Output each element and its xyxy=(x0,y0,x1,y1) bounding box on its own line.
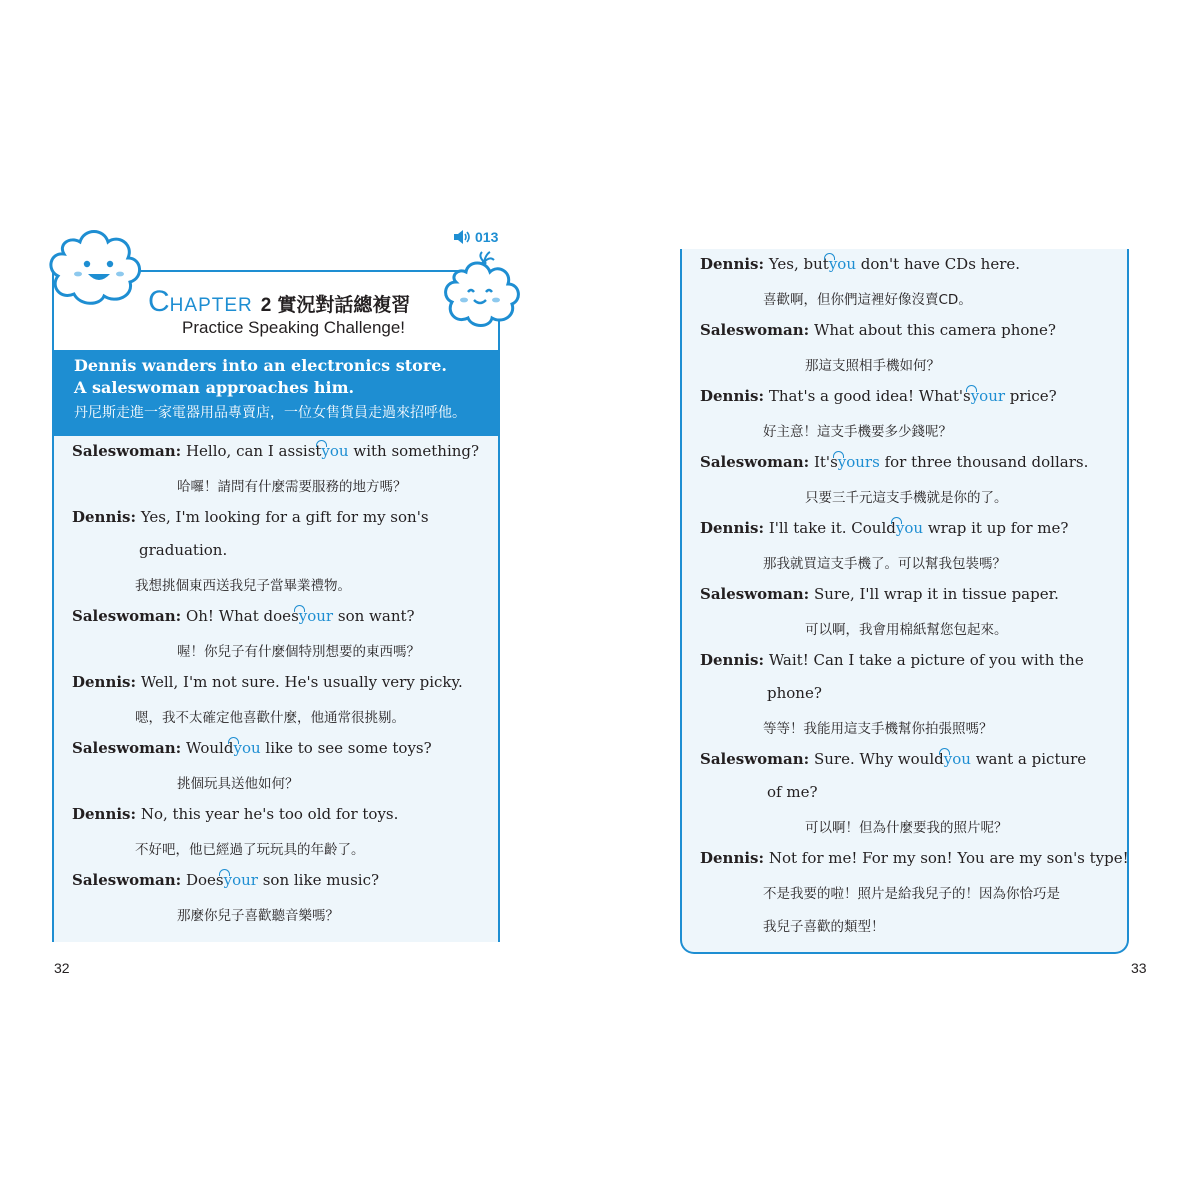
translation-text: 只要三千元這支手機就是你的了。 xyxy=(805,490,1008,506)
translation-text: 哈囉！請問有什麼需要服務的地方嗎？ xyxy=(177,479,407,495)
page-number-left: 32 xyxy=(54,960,70,976)
linked-sound: d xyxy=(886,519,896,537)
highlighted-word: your xyxy=(970,387,1006,405)
continuation-text: graduation. xyxy=(139,541,228,559)
translation-line xyxy=(805,354,940,374)
dialogue-line xyxy=(72,508,429,526)
translation-text: 挑個玩具送他如何？ xyxy=(177,776,299,792)
line-text: Oh! What doe xyxy=(181,607,292,625)
dialogue-line xyxy=(72,442,479,460)
audio-track-marker xyxy=(454,229,498,245)
scene-intro xyxy=(54,350,498,436)
dialogue-line xyxy=(700,750,1086,768)
line-text: No, this year he's too old for toys. xyxy=(136,805,399,823)
chapter-title-zh: 實況對話總複習 xyxy=(277,294,411,316)
speaker-name: Saleswoman: xyxy=(700,453,810,471)
translation-text: 不好吧，他已經過了玩玩具的年齡了。 xyxy=(135,842,365,858)
translation-line xyxy=(135,838,365,858)
line-text-end: don't have CDs here. xyxy=(856,255,1021,273)
dialogue-continuation xyxy=(767,684,822,702)
speaker-name: Saleswoman: xyxy=(72,607,182,625)
dialogue-line xyxy=(700,321,1056,339)
translation-line xyxy=(763,915,885,935)
dialogue-line xyxy=(72,673,463,691)
translation-line xyxy=(805,618,1008,638)
translation-text: 嗯，我不太確定他喜歡什麼，他通常很挑剔。 xyxy=(135,710,405,726)
line-text: Doe xyxy=(181,871,216,889)
translation-line xyxy=(177,640,420,660)
chapter-subtitle: Practice Speaking Challenge! xyxy=(182,318,406,337)
highlighted-word: you xyxy=(895,519,924,537)
dialogue-line xyxy=(700,519,1068,537)
linked-sound: s xyxy=(291,607,299,625)
translation-text: 那這支照相手機如何？ xyxy=(805,358,940,374)
highlighted-word: you xyxy=(828,255,856,273)
translation-line xyxy=(763,288,972,308)
translation-line xyxy=(805,486,1008,506)
chapter-number: 2 xyxy=(260,295,272,316)
line-text: Sure, I'll wrap it in tissue paper. xyxy=(809,585,1059,603)
translation-line xyxy=(135,574,351,594)
chapter-title xyxy=(148,285,410,319)
speaker-name: Dennis: xyxy=(700,519,765,537)
speaker-name: Dennis: xyxy=(72,508,137,526)
dialogue-line xyxy=(700,585,1059,603)
dialogue-line xyxy=(700,651,1084,669)
chapter-initial: C xyxy=(148,285,170,318)
speaker-name: Dennis: xyxy=(700,651,765,669)
highlighted-word: you xyxy=(233,739,261,757)
line-text: It' xyxy=(809,453,831,471)
line-text: Sure. Why woul xyxy=(809,750,935,768)
speaker-name: Saleswoman: xyxy=(700,750,810,768)
linked-sound: s xyxy=(962,387,971,405)
translation-line xyxy=(763,717,993,737)
line-text: What about this camera phone? xyxy=(809,321,1056,339)
page-number-right: 33 xyxy=(1131,960,1147,976)
line-text-end: wrap it up for me? xyxy=(923,519,1069,537)
dialogue-continuation xyxy=(139,541,227,559)
dialogue-line xyxy=(700,453,1088,471)
translation-text: 等等！我能用這支手機幫你拍張照嗎？ xyxy=(763,721,993,737)
line-text: Wait! Can I take a picture of you with the xyxy=(764,651,1084,669)
line-text-end: price? xyxy=(1005,387,1057,405)
linked-sound: d xyxy=(934,750,944,768)
line-text-end: like to see some toys? xyxy=(260,739,432,757)
linked-sound: d xyxy=(223,739,234,757)
translation-line xyxy=(135,706,405,726)
translation-line xyxy=(177,904,339,924)
speaker-name: Dennis: xyxy=(700,849,765,867)
translation-line xyxy=(177,475,407,495)
speaker-name: Saleswoman: xyxy=(72,442,182,460)
translation-text: 可以啊！但為什麼要我的照片呢？ xyxy=(805,820,1008,836)
translation-line xyxy=(763,420,952,440)
intro-zh: 丹尼斯走進一家電器用品專賣店，一位女售貨員走過來招呼他。 xyxy=(74,405,466,421)
linked-sound: s xyxy=(830,453,838,471)
translation-text: 那麼你兒子喜歡聽音樂嗎？ xyxy=(177,908,339,924)
line-text: Well, I'm not sure. He's usually very picky. xyxy=(136,673,463,691)
translation-line xyxy=(805,816,1008,836)
intro-en-line-1: Dennis wanders into an electronics store. xyxy=(74,356,447,375)
speaker-name: Saleswoman: xyxy=(700,585,810,603)
dialogue-line xyxy=(700,849,1129,867)
dialogue-line xyxy=(72,739,432,757)
highlighted-word: your xyxy=(298,607,334,625)
continuation-text: phone? xyxy=(767,684,822,702)
translation-text: 好主意！這支手機要多少錢呢？ xyxy=(763,424,952,440)
translation-line xyxy=(177,772,299,792)
audio-track-number: 013 xyxy=(475,229,499,245)
speaker-icon xyxy=(454,230,472,244)
continuation-text: of me? xyxy=(767,783,818,801)
intro-en-line-2: A saleswoman approaches him. xyxy=(74,378,355,397)
translation-text: 可以啊，我會用棉紙幫您包起來。 xyxy=(805,622,1008,638)
linked-sound: s xyxy=(215,871,224,889)
speaker-name: Dennis: xyxy=(72,805,137,823)
line-text-end: with something? xyxy=(348,442,480,460)
linked-sound: t xyxy=(315,442,322,460)
translation-text: 喔！你兒子有什麼個特別想要的東西嗎？ xyxy=(177,644,420,660)
dialogue-line xyxy=(72,871,379,889)
highlighted-word: you xyxy=(943,750,971,768)
line-text: Not for me! For my son! You are my son's type! xyxy=(764,849,1129,867)
cloud-mascot-left-icon xyxy=(44,212,150,308)
speaker-name: Dennis: xyxy=(700,387,765,405)
dialogue-line xyxy=(72,805,398,823)
line-text-end: son like music? xyxy=(257,871,380,889)
translation-text: 喜歡啊，但你們這裡好像沒賣CD。 xyxy=(763,292,972,308)
cloud-mascot-right-icon xyxy=(440,246,522,330)
line-text: That's a good idea! What' xyxy=(764,387,963,405)
line-text: Yes, bu xyxy=(764,255,823,273)
translation-text: 不是我要的啦！照片是給我兒子的！因為你恰巧是 xyxy=(763,886,1060,902)
speaker-name: Dennis: xyxy=(700,255,765,273)
speaker-name: Dennis: xyxy=(72,673,137,691)
highlighted-word: you xyxy=(321,442,349,460)
linked-sound: t xyxy=(822,255,829,273)
translation-text: 那我就買這支手機了。可以幫我包裝嗎？ xyxy=(763,556,1006,572)
line-text: Yes, I'm looking for a gift for my son's xyxy=(136,508,429,526)
speaker-name: Saleswoman: xyxy=(72,871,182,889)
translation-line xyxy=(763,882,1060,902)
dialogue-line xyxy=(72,607,415,625)
translation-line xyxy=(763,552,1006,572)
highlighted-word: your xyxy=(223,871,258,889)
speaker-name: Saleswoman: xyxy=(72,739,182,757)
translation-text: 我兒子喜歡的類型！ xyxy=(763,919,885,935)
translation-text: 我想挑個東西送我兒子當畢業禮物。 xyxy=(135,578,351,594)
line-text-end: son want? xyxy=(333,607,415,625)
line-text: Woul xyxy=(181,739,224,757)
chapter-word: HAPTER xyxy=(169,295,253,316)
line-text-end: want a picture xyxy=(970,750,1087,768)
line-text: I'll take it. Coul xyxy=(764,519,887,537)
highlighted-word: yours xyxy=(837,453,880,471)
dialogue-line xyxy=(700,255,1020,273)
dialogue-continuation xyxy=(767,783,818,801)
line-text-end: for three thousand dollars. xyxy=(879,453,1089,471)
speaker-name: Saleswoman: xyxy=(700,321,810,339)
dialogue-line xyxy=(700,387,1057,405)
line-text: Hello, can I assis xyxy=(181,442,316,460)
